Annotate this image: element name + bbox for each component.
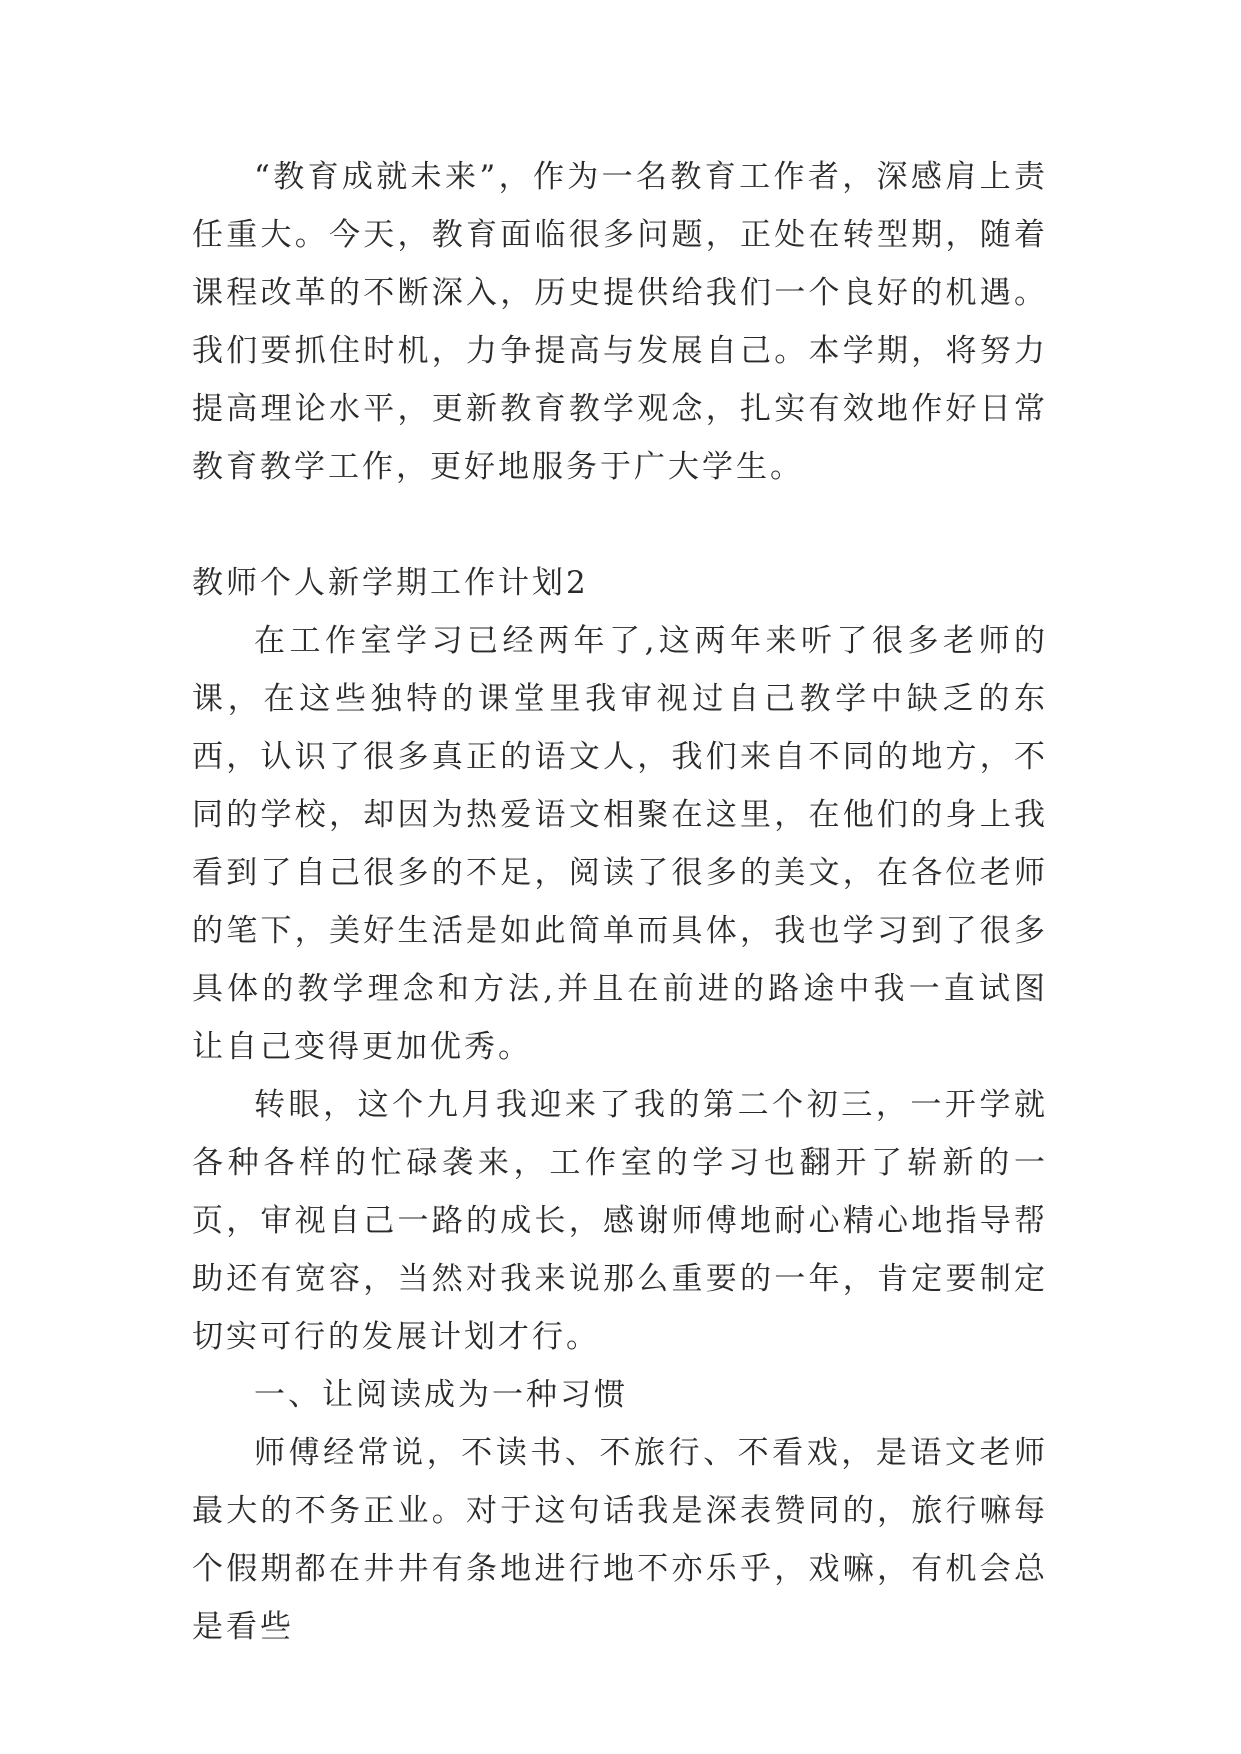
- body-paragraph-1: 在工作室学习已经两年了,这两年来听了很多老师的课，在这些独特的课堂里我审视过自己教学中缺乏的东西，认识了很多真正的语文人，我们来自不同的地方，不同的学校，却因为热爱语文相聚在这里，在他们的身上我看到了自己很多的不足，阅读了很多的美文，在各位老师的笔下，美好生活是如此简单而具体，我也学习到了很多具体的教学理念和方法,并且在前进的路途中我一直试图让自己变得更加优秀。: [192, 623, 1048, 1065]
- body-paragraph-2: 转眼，这个九月我迎来了我的第二个初三，一开学就各种各样的忙碌袭来，工作室的学习也翻开了崭新的一页，审视自己一路的成长，感谢师傅地耐心精心地指导帮助还有宽容，当然对我来说那么重要的一年，肯定要制定切实可行的发展计划才行。: [192, 1087, 1048, 1355]
- section-title: 教师个人新学期工作计划2: [192, 565, 589, 601]
- body-paragraph-3: 师傅经常说，不读书、不旅行、不看戏，是语文老师最大的不务正业。对于这句话我是深表赞同的，旅行嘛每个假期都在井井有条地进行地不亦乐乎，戏嘛，有机会总是看些: [192, 1435, 1048, 1645]
- intro-paragraph: “教育成就未来”，作为一名教育工作者，深感肩上责任重大。今天，教育面临很多问题，正处在转型期，随着课程改革的不断深入，历史提供给我们一个良好的机遇。我们要抓住时机，力争提高与发展自己。本学期，将努力提高理论水平，更新教育教学观念，扎实有效地作好日常教育教学工作，更好地服务于广大学生。: [192, 159, 1048, 485]
- subheading-1: 一、让阅读成为一种习惯: [254, 1377, 628, 1413]
- document-body: [192, 148, 1048, 1656]
